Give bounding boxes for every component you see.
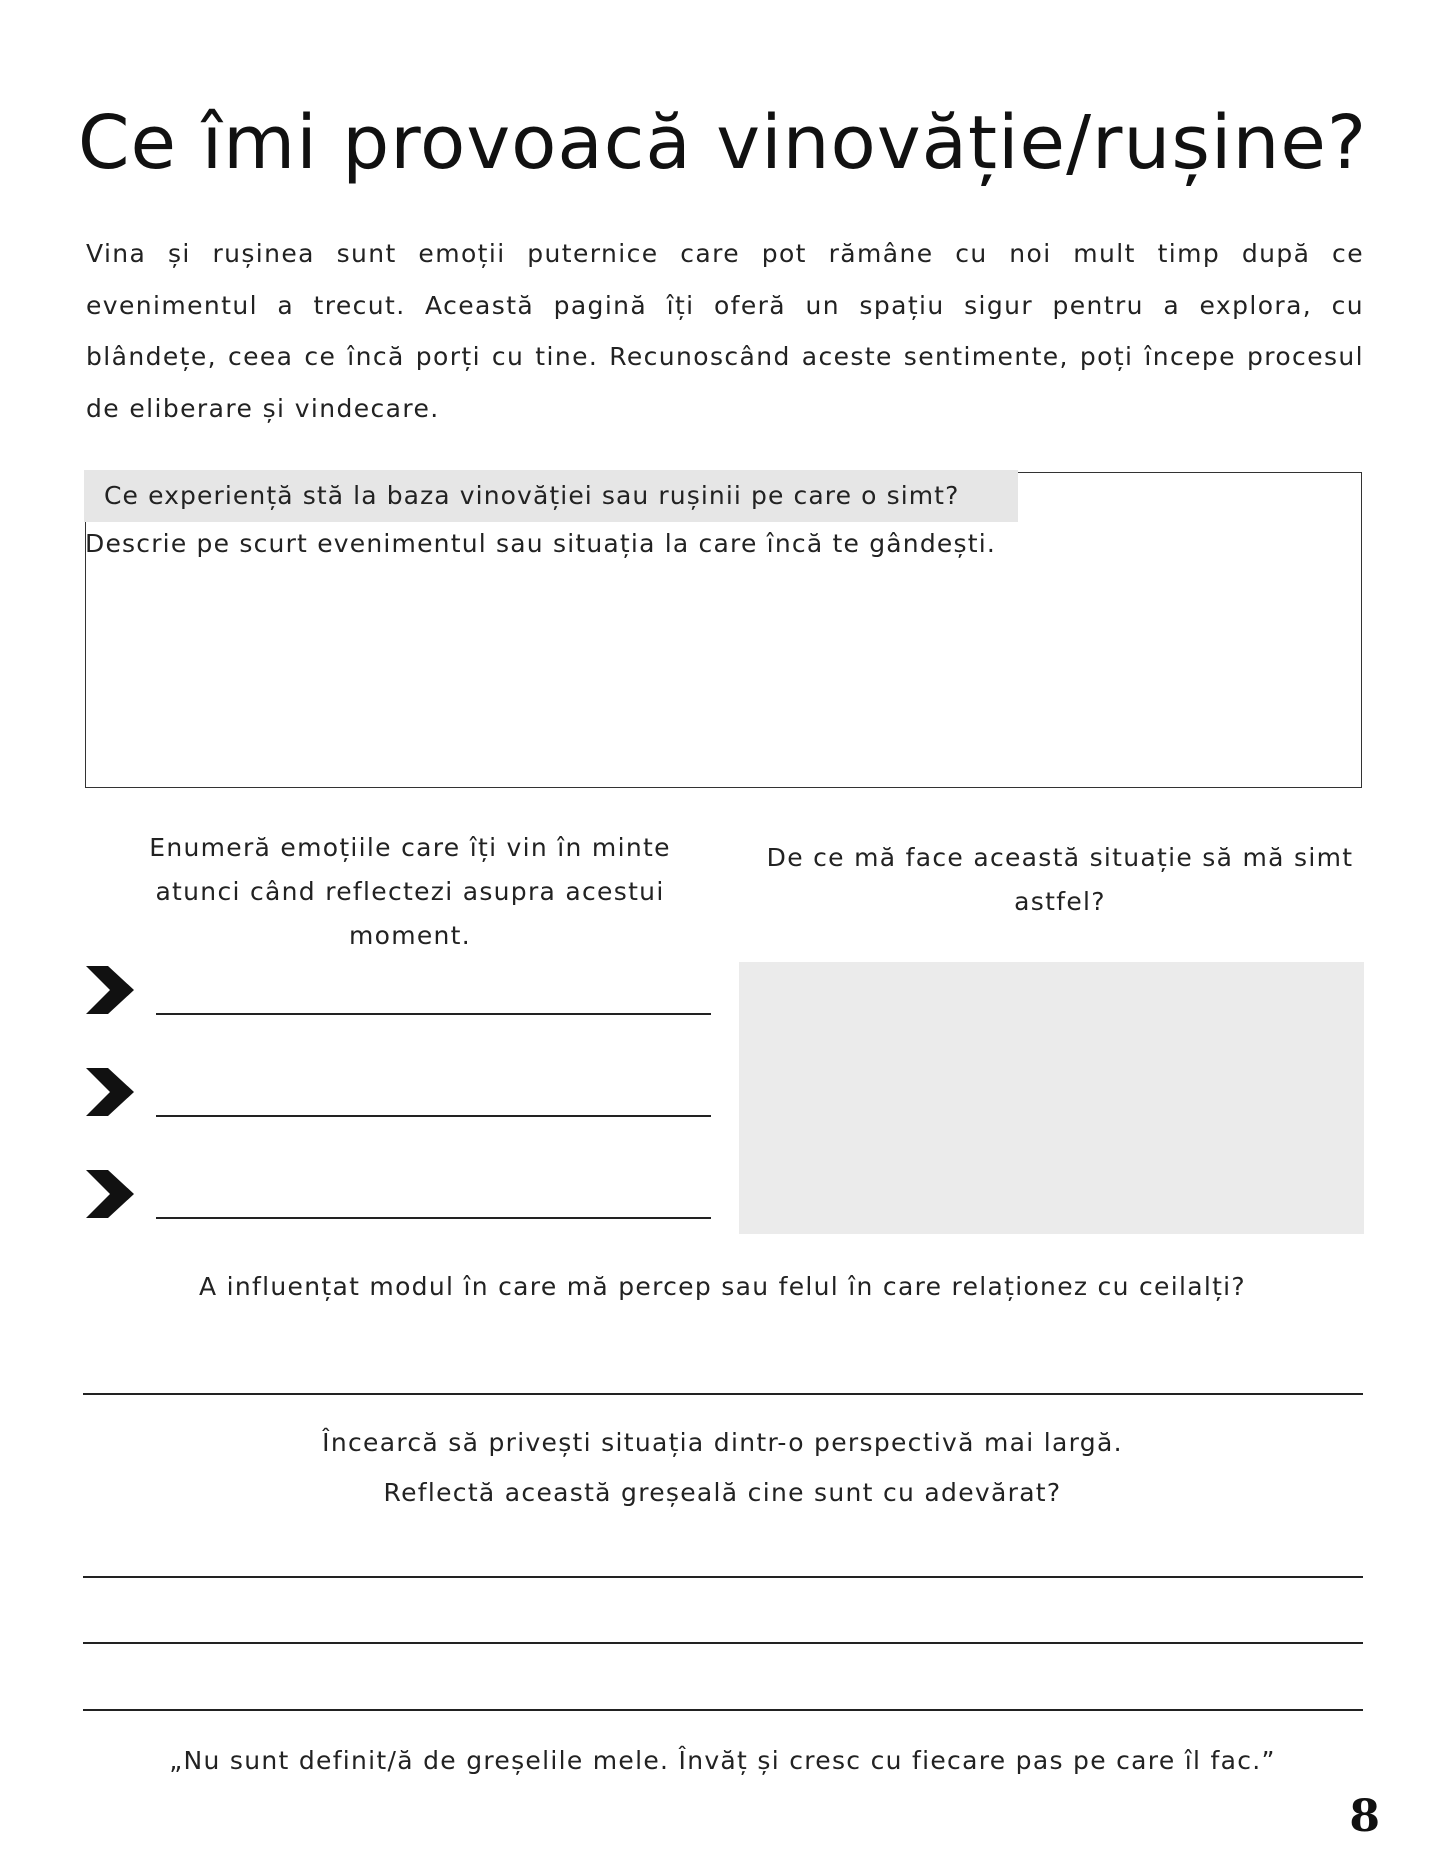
why-prompt: De ce mă face această situație să mă simt astfel? <box>766 843 1354 916</box>
perspective-answer-line-2[interactable] <box>83 1642 1363 1644</box>
perspective-prompt-line-2: Reflectă această greșeală cine sunt cu adevărat? <box>383 1478 1062 1507</box>
emotions-prompt: Enumeră emoțiile care îți vin în minte atunci când reflectezi asupra acestui moment. <box>149 833 671 950</box>
experience-box-label: Ce experiență stă la baza vinovăției sau rușinii pe care o simt? <box>84 470 1018 522</box>
perspective-answer-line-1[interactable] <box>83 1576 1363 1578</box>
chevron-right-icon <box>84 964 136 1016</box>
intro-paragraph: Vina și rușinea sunt emoții puternice care pot rămâne cu noi mult timp după ce evenimentul a trecut. Această pagină îți oferă un spațiu sigur pentru a explora, cu blândețe, ceea ce încă porți cu tine. Recunoscând aceste sentimente, poți începe procesul de eliberare și vindecare. <box>86 239 1364 423</box>
page-number: 8 <box>1349 1791 1380 1842</box>
emotion-line-3[interactable] <box>156 1217 711 1219</box>
chevron-right-icon <box>84 1066 136 1118</box>
perspective-answer-line-3[interactable] <box>83 1709 1363 1711</box>
emotion-line-1[interactable] <box>156 1013 711 1015</box>
why-answer-panel[interactable] <box>739 962 1364 1234</box>
experience-box-hint: Descrie pe scurt evenimentul sau situația la care încă te gândești. <box>85 529 997 558</box>
influence-answer-line[interactable] <box>83 1393 1363 1395</box>
closing-quote: „Nu sunt definit/ă de greșelile mele. Învăț și cresc cu fiecare pas pe care îl fac.” <box>169 1746 1276 1775</box>
influence-prompt: A influențat modul în care mă percep sau felul în care relaționez cu ceilalți? <box>199 1272 1246 1301</box>
perspective-prompt-line-1: Încearcă să privești situația dintr-o perspectivă mai largă. <box>322 1428 1123 1457</box>
page-title: Ce îmi provoacă vinovăție/rușine? <box>77 100 1368 186</box>
chevron-right-icon <box>84 1168 136 1220</box>
emotion-line-2[interactable] <box>156 1115 711 1117</box>
